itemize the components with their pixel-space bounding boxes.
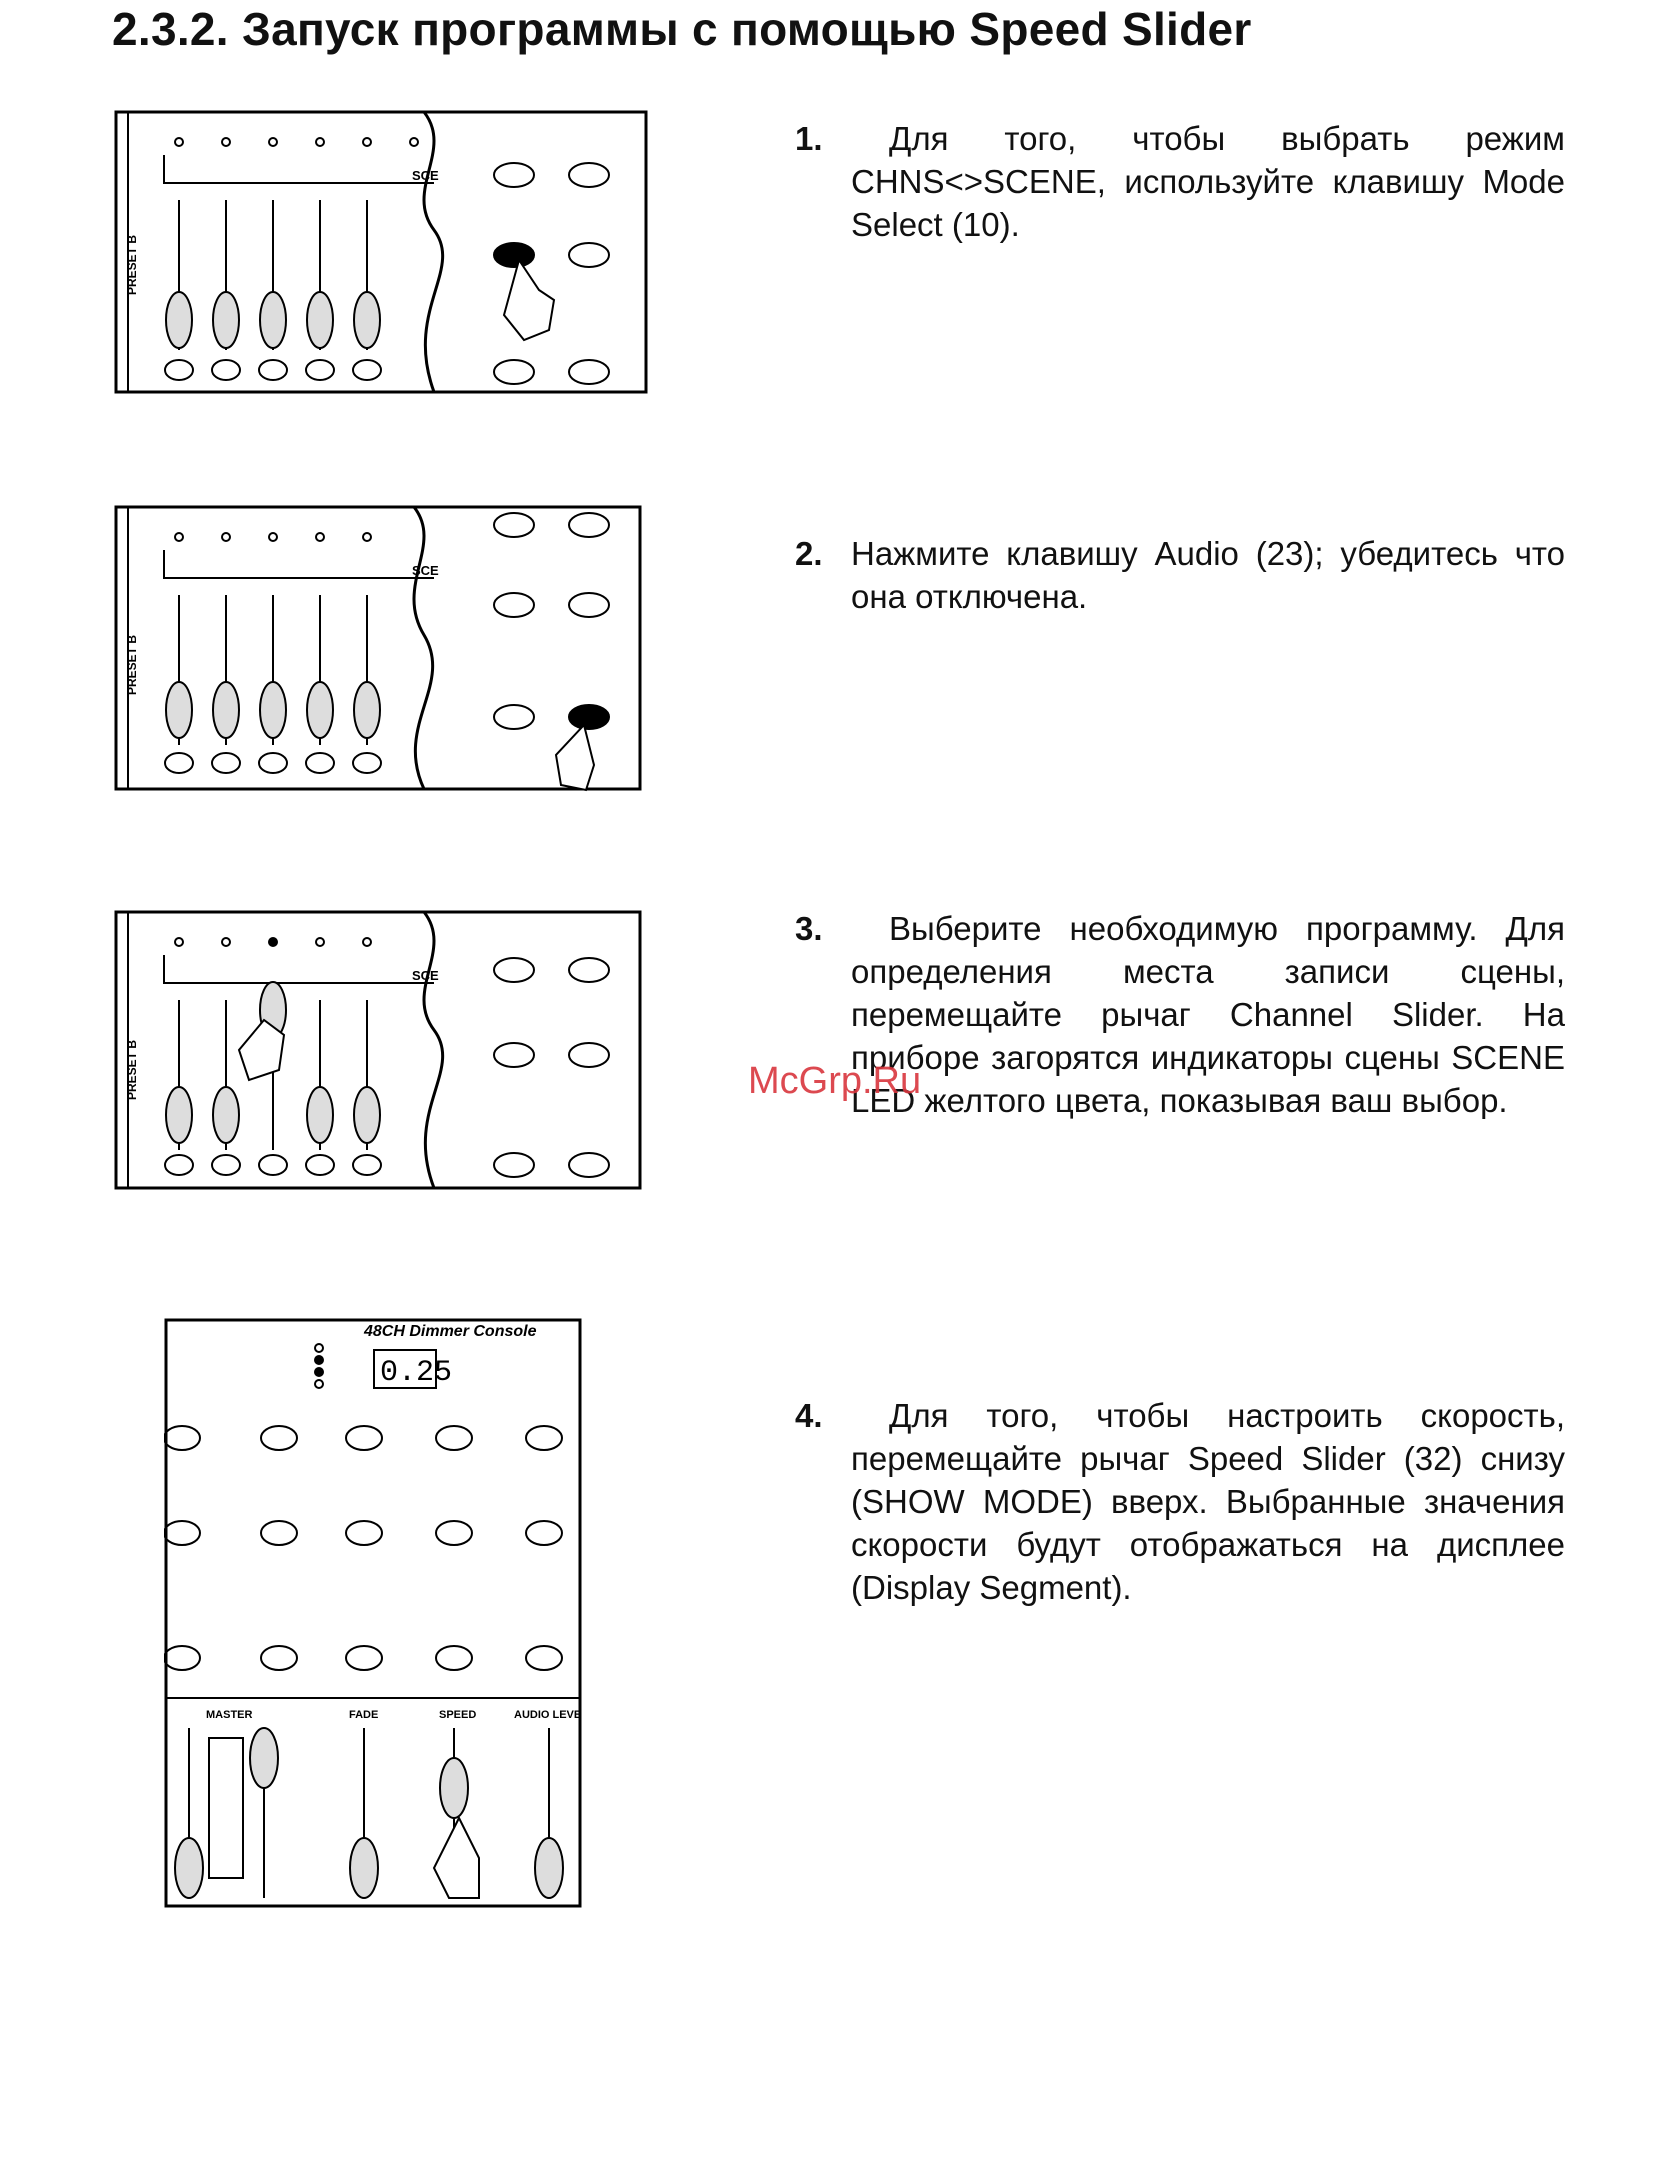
preset-label: PRESET B (125, 234, 139, 295)
audio-level-label: AUDIO LEVE (514, 1709, 582, 1721)
console-diagram (114, 910, 644, 1192)
step-number: 3. (795, 910, 823, 947)
svg-text:PRESET B: PRESET B (125, 1039, 139, 1100)
step-2 (795, 532, 1565, 618)
pointing-hand-icon (504, 260, 554, 340)
step-text: Для того, чтобы выбрать режим CHNS<>SCENE, используйте клавишу Mode Select (10). (851, 120, 1565, 243)
console-figure-1 (114, 110, 650, 396)
page-title: 2.3.2. Запуск программы с помощью Speed Slider (112, 3, 1252, 55)
step-4 (795, 1394, 1565, 1609)
scene-leds (175, 138, 418, 146)
step-text: Для того, чтобы настроить скорость, перемещайте рычаг Speed Slider (32) снизу (SHOW MODE) вверх. Выбранные значения скорости будут отображаться на дисплее (Display Segment). (851, 1397, 1565, 1606)
svg-text:PRESET B: PRESET B (125, 634, 139, 695)
step-text: Нажмите клавишу Audio (23); убедитесь что она отключена. (851, 535, 1565, 615)
console-figure-2 (114, 505, 644, 795)
step-1 (795, 117, 1565, 246)
function-buttons (494, 163, 609, 384)
watermark: McGrp.Ru (748, 1060, 922, 1102)
console-diagram (164, 1318, 584, 1910)
svg-text:SCE: SCE (412, 968, 439, 983)
channel-sliders (165, 200, 381, 380)
pointing-hand-icon (239, 1020, 284, 1080)
scene-label: SCE (412, 168, 439, 183)
svg-text:SCE: SCE (412, 563, 439, 578)
fade-label: FADE (349, 1709, 379, 1721)
console-diagram (114, 110, 650, 396)
pointing-hand-icon (556, 725, 594, 790)
step-number: 4. (795, 1397, 823, 1434)
speed-label: SPEED (439, 1709, 477, 1721)
step-number: 2. (795, 535, 823, 572)
console-diagram (114, 505, 644, 795)
step-text: Выберите необходимую программу. Для определения места записи сцены, перемещайте рычаг Channel Slider. На приборе загорятся индикаторы сцены SCENE LED желтого цвета, показывая ваш выбор. (851, 910, 1565, 1119)
console-figure-3 (114, 910, 644, 1192)
console-title: 48CH Dimmer Console (364, 1323, 537, 1340)
step-number: 1. (795, 120, 823, 157)
master-label: MASTER (206, 1709, 253, 1721)
pointing-hand-icon (434, 1818, 479, 1898)
console-figure-4 (164, 1318, 584, 1910)
display-value: 0.25 (380, 1356, 453, 1390)
